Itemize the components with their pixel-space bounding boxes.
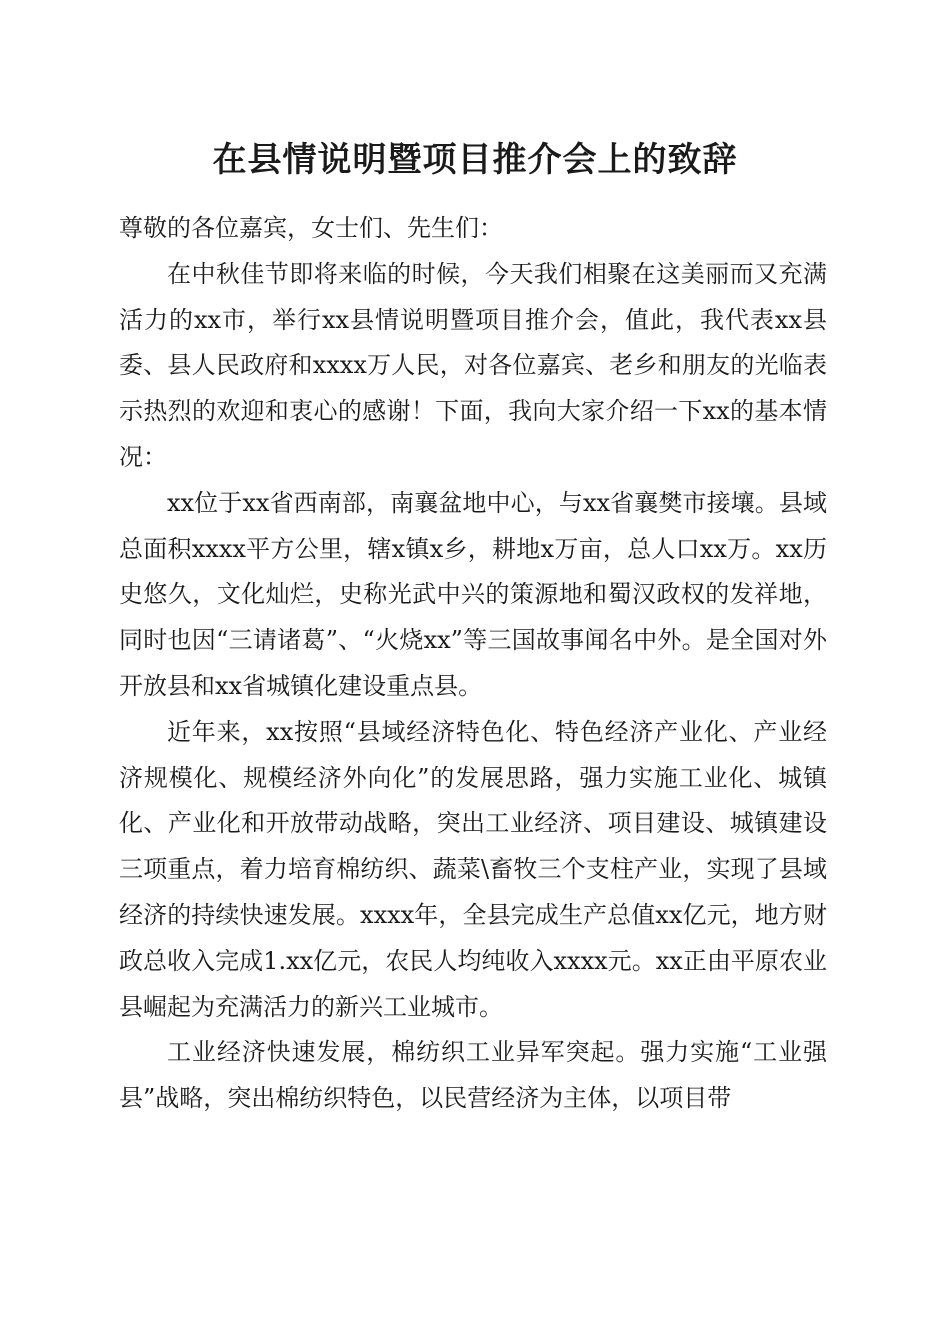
salutation: 尊敬的各位嘉宾，女士们、先生们：	[119, 214, 503, 242]
document-body	[119, 206, 827, 1122]
paragraph-industry: 工业经济快速发展，棉纺织工业异军突起。强力实施“工业强县”战略，突出棉纺织特色，以民营经济为主体，以项目带	[119, 1038, 827, 1113]
paragraph-welcome: 在中秋佳节即将来临的时候，今天我们相聚在这美丽而又充满活力的xx市，举行xx县情说明暨项目推介会，值此，我代表xx县委、县人民政府和xxxx万人民，对各位嘉宾、老乡和朋友的光临表示热烈的欢迎和衷心的感谢！下面，我向大家介绍一下xx的基本情况：	[119, 259, 827, 471]
paragraph-overview: xx位于xx省西南部，南襄盆地中心，与xx省襄樊市接壤。县域总面积xxxx平方公里，辖x镇x乡，耕地x万亩，总人口xx万。xx历史悠久，文化灿烂，史称光武中兴的策源地和蜀汉政权的发祥地，同时也因“三请诸葛”、“火烧xx”等三国故事闻名中外。是全国对外开放县和xx省城镇化建设重点县。	[119, 488, 827, 700]
paragraph-development: 近年来，xx按照“县域经济特色化、特色经济产业化、产业经济规模化、规模经济外向化”的发展思路，强力实施工业化、城镇化、产业化和开放带动战略，突出工业经济、项目建设、城镇建设三项重点，着力培育棉纺织、蔬菜\畜牧三个支柱产业，实现了县域经济的持续快速发展。xxxx年，全县完成生产总值xx亿元，地方财政总收入完成1.xx亿元，农民人均纯收入xxxx元。xx正由平原农业县崛起为充满活力的新兴工业城市。	[119, 717, 827, 1021]
document-title: 在县情说明暨项目推介会上的致辞	[212, 140, 738, 180]
